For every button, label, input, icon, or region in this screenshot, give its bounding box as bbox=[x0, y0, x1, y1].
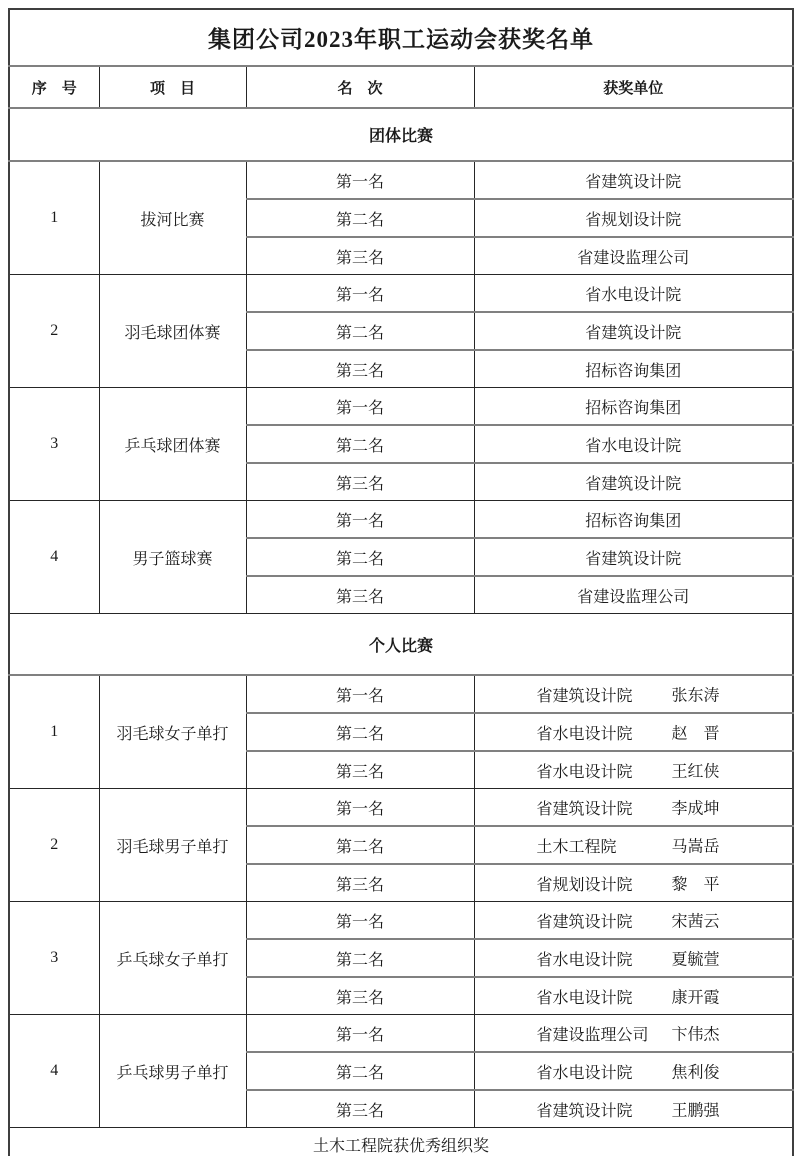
winner-name: 焦利俊 bbox=[671, 1064, 720, 1082]
unit-name: 省水电设计院 bbox=[536, 951, 633, 969]
winner-name: 张东涛 bbox=[671, 687, 720, 705]
unit-cell: 省建筑设计院 bbox=[474, 161, 793, 199]
rank-cell: 第二名 bbox=[246, 312, 474, 350]
table-header-row bbox=[9, 66, 793, 108]
seq-cell: 4 bbox=[9, 501, 99, 614]
award-cell bbox=[474, 902, 793, 940]
unit-name: 省规划设计院 bbox=[536, 876, 633, 894]
winner-name: 赵 晋 bbox=[671, 725, 720, 743]
table-row bbox=[9, 161, 793, 199]
seq-cell: 2 bbox=[9, 275, 99, 388]
award-cell bbox=[474, 675, 793, 713]
unit-name: 省水电设计院 bbox=[536, 1064, 633, 1082]
event-cell: 乒乓球男子单打 bbox=[99, 1015, 246, 1128]
unit-cell: 招标咨询集团 bbox=[474, 501, 793, 539]
table-row bbox=[9, 789, 793, 827]
winner-name: 卞伟杰 bbox=[671, 1026, 720, 1044]
unit-name: 省建筑设计院 bbox=[536, 1102, 633, 1120]
rank-cell: 第一名 bbox=[246, 501, 474, 539]
unit-cell: 省建筑设计院 bbox=[474, 463, 793, 501]
table-row bbox=[9, 1128, 793, 1156]
rank-cell: 第一名 bbox=[246, 902, 474, 940]
unit-cell: 省建筑设计院 bbox=[474, 312, 793, 350]
winner-name: 李成坤 bbox=[671, 800, 720, 818]
seq-cell: 3 bbox=[9, 388, 99, 501]
unit-cell: 省建设监理公司 bbox=[474, 237, 793, 275]
seq-cell: 1 bbox=[9, 161, 99, 275]
table-row bbox=[9, 388, 793, 426]
column-header-rank: 名 次 bbox=[246, 66, 474, 108]
section-header-row bbox=[9, 108, 793, 161]
winner-name: 王鹏强 bbox=[671, 1102, 720, 1120]
rank-cell: 第二名 bbox=[246, 425, 474, 463]
seq-cell: 4 bbox=[9, 1015, 99, 1128]
unit-cell: 招标咨询集团 bbox=[474, 350, 793, 388]
rank-cell: 第二名 bbox=[246, 939, 474, 977]
unit-name: 省建筑设计院 bbox=[536, 687, 633, 705]
section-header-row bbox=[9, 614, 793, 676]
rank-cell: 第二名 bbox=[246, 1052, 474, 1090]
unit-name: 省建设监理公司 bbox=[536, 1026, 649, 1044]
rank-cell: 第一名 bbox=[246, 789, 474, 827]
winner-name: 黎 平 bbox=[671, 876, 720, 894]
rank-cell: 第三名 bbox=[246, 977, 474, 1015]
rank-cell: 第一名 bbox=[246, 161, 474, 199]
table-row bbox=[9, 501, 793, 539]
winner-name: 马嵩岳 bbox=[671, 838, 720, 856]
rank-cell: 第三名 bbox=[246, 237, 474, 275]
rank-cell: 第二名 bbox=[246, 826, 474, 864]
section-title-individual: 个人比赛 bbox=[9, 614, 793, 676]
winner-name: 宋茜云 bbox=[671, 913, 720, 931]
unit-cell: 省建筑设计院 bbox=[474, 538, 793, 576]
rank-cell: 第三名 bbox=[246, 463, 474, 501]
rank-cell: 第二名 bbox=[246, 538, 474, 576]
unit-name: 土木工程院 bbox=[536, 838, 617, 856]
seq-cell: 1 bbox=[9, 675, 99, 789]
event-cell: 拔河比赛 bbox=[99, 161, 246, 275]
rank-cell: 第三名 bbox=[246, 1090, 474, 1128]
unit-name: 省水电设计院 bbox=[536, 763, 633, 781]
table-row bbox=[9, 902, 793, 940]
award-cell bbox=[474, 713, 793, 751]
table-row bbox=[9, 1015, 793, 1053]
unit-cell: 省水电设计院 bbox=[474, 425, 793, 463]
unit-cell: 招标咨询集团 bbox=[474, 388, 793, 426]
table-row bbox=[9, 275, 793, 313]
rank-cell: 第一名 bbox=[246, 675, 474, 713]
event-cell: 羽毛球男子单打 bbox=[99, 789, 246, 902]
award-cell bbox=[474, 751, 793, 789]
rank-cell: 第三名 bbox=[246, 350, 474, 388]
award-cell bbox=[474, 1052, 793, 1090]
unit-cell: 省水电设计院 bbox=[474, 275, 793, 313]
award-cell bbox=[474, 864, 793, 902]
awards-table bbox=[8, 8, 794, 1156]
award-cell bbox=[474, 1090, 793, 1128]
column-header-unit: 获奖单位 bbox=[474, 66, 793, 108]
winner-name: 康开霞 bbox=[671, 989, 720, 1007]
award-cell bbox=[474, 826, 793, 864]
rank-cell: 第二名 bbox=[246, 199, 474, 237]
table-row bbox=[9, 9, 793, 66]
award-cell bbox=[474, 1015, 793, 1053]
unit-name: 省建筑设计院 bbox=[536, 800, 633, 818]
rank-cell: 第一名 bbox=[246, 275, 474, 313]
unit-name: 省水电设计院 bbox=[536, 725, 633, 743]
event-cell: 乒乓球女子单打 bbox=[99, 902, 246, 1015]
section-title-team: 团体比赛 bbox=[9, 108, 793, 161]
footer-note: 土木工程院获优秀组织奖 bbox=[9, 1128, 793, 1156]
event-cell: 男子篮球赛 bbox=[99, 501, 246, 614]
unit-name: 省水电设计院 bbox=[536, 989, 633, 1007]
unit-cell: 省规划设计院 bbox=[474, 199, 793, 237]
rank-cell: 第二名 bbox=[246, 713, 474, 751]
rank-cell: 第一名 bbox=[246, 1015, 474, 1053]
winner-name: 王红侠 bbox=[671, 763, 720, 781]
winner-name: 夏毓萱 bbox=[671, 951, 720, 969]
rank-cell: 第三名 bbox=[246, 864, 474, 902]
seq-cell: 3 bbox=[9, 902, 99, 1015]
event-cell: 羽毛球女子单打 bbox=[99, 675, 246, 789]
award-cell bbox=[474, 977, 793, 1015]
unit-cell: 省建设监理公司 bbox=[474, 576, 793, 614]
event-cell: 羽毛球团体赛 bbox=[99, 275, 246, 388]
table-row bbox=[9, 675, 793, 713]
award-cell bbox=[474, 789, 793, 827]
rank-cell: 第一名 bbox=[246, 388, 474, 426]
page-title: 集团公司2023年职工运动会获奖名单 bbox=[9, 9, 793, 66]
rank-cell: 第三名 bbox=[246, 576, 474, 614]
rank-cell: 第三名 bbox=[246, 751, 474, 789]
column-header-no: 序 号 bbox=[9, 66, 99, 108]
unit-name: 省建筑设计院 bbox=[536, 913, 633, 931]
event-cell: 乒乓球团体赛 bbox=[99, 388, 246, 501]
award-cell bbox=[474, 939, 793, 977]
column-header-event: 项 目 bbox=[99, 66, 246, 108]
seq-cell: 2 bbox=[9, 789, 99, 902]
